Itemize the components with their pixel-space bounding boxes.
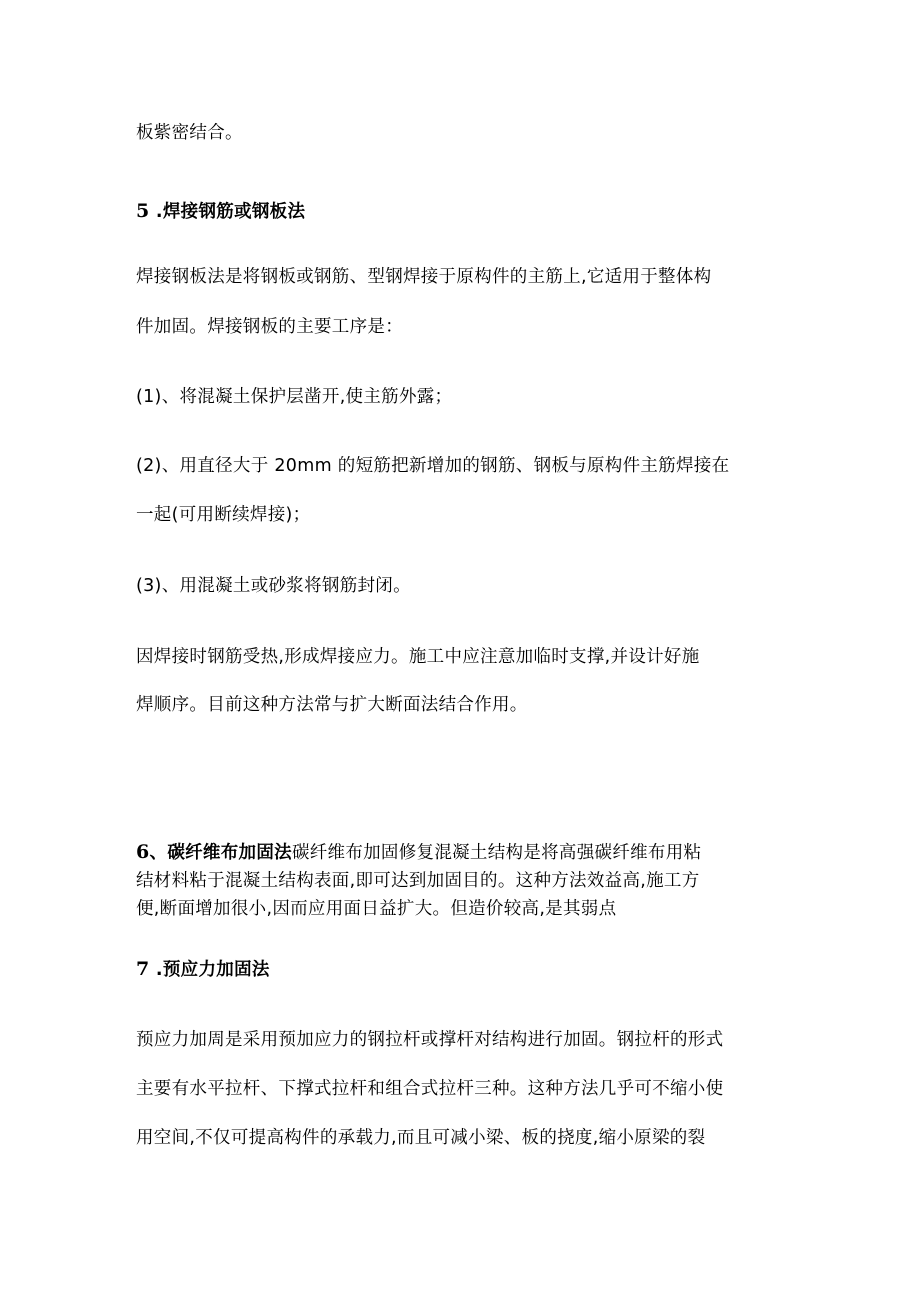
paragraph-continuation: 板紫密结合。 — [136, 123, 243, 143]
section-5-note-line-1: 因焊接时钢筋受热,形成焊接应力。施工中应注意加临时支撑,并设计好施 — [136, 647, 700, 667]
section-5-step-2-line-2: 一起(可用断续焊接)； — [136, 505, 311, 525]
section-6-line-2: 结材料粘于混凝土结构表面,即可达到加固目的。这种方法效益高,施工方 — [136, 871, 700, 891]
section-7-title: .预应力加固法 — [149, 960, 270, 980]
section-5-para-line-2: 件加固。焊接钢板的主要工序是： — [136, 317, 403, 337]
section-7-heading — [136, 957, 816, 982]
section-6-line-3: 便,断面增加很小,因而应用面日益扩大。但造价较高,是其弱点 — [136, 899, 617, 919]
section-5-step-2-line-1: (2)、用直径大于 20mm 的短筋把新增加的钢筋、钢板与原构件主筋焊接在 — [136, 456, 730, 476]
section-6-heading — [136, 843, 292, 863]
section-7-number: 7 — [136, 958, 150, 980]
section-6-text-start: 碳纤维布加固修复混凝土结构是将高强碳纤维布用粘 — [291, 843, 702, 863]
section-5-heading — [136, 199, 816, 224]
section-5-title: .焊接钢筋或钢板法 — [149, 202, 306, 222]
section-7-line-2: 主要有水平拉杆、下撑式拉杆和组合式拉杆三种。这种方法几乎可不缩小使 — [136, 1079, 724, 1099]
section-5-para-line-1: 焊接钢板法是将钢板或钢筋、型钢焊接于原构件的主筋上,它适用于整体构 — [136, 267, 712, 287]
section-5-step-1: (1)、将混凝土保护层凿开,使主筋外露； — [136, 387, 453, 407]
section-7-line-3: 用空间,不仅可提高构件的承载力,而且可减小梁、板的挠度,缩小原梁的裂 — [136, 1128, 706, 1148]
section-6-line-1 — [136, 840, 816, 865]
section-5-step-3: (3)、用混凝土或砂浆将钢筋封闭。 — [136, 576, 411, 596]
section-5-note-line-2: 焊顺序。目前这种方法常与扩大断面法结合作用。 — [136, 695, 528, 715]
section-7-line-1: 预应力加周是采用预加应力的钢拉杆或撑杆对结构进行加固。钢拉杆的形式 — [136, 1030, 724, 1050]
section-5-number: 5 — [136, 200, 150, 222]
section-6-number: 6 — [136, 841, 150, 863]
section-6-title: 、碳纤维布加固法 — [149, 843, 292, 863]
